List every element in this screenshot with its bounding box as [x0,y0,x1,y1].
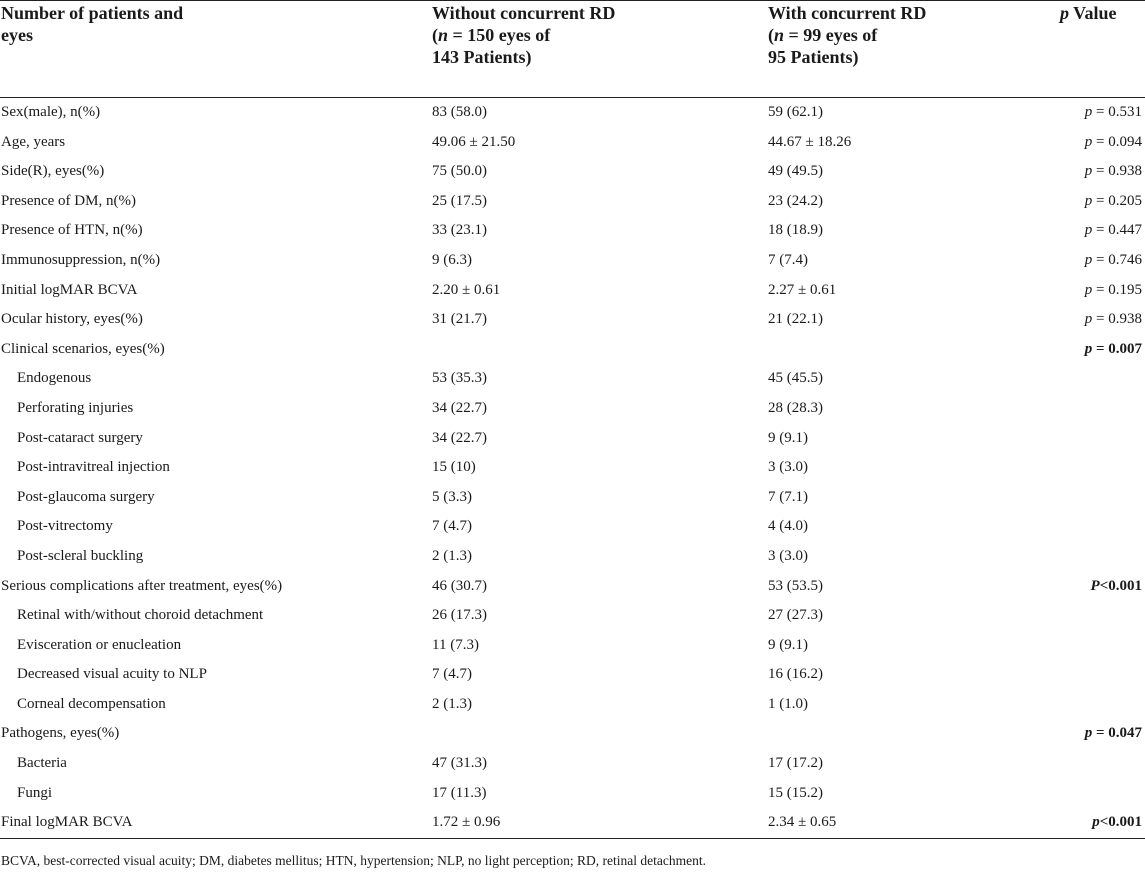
table-row [0,364,1145,394]
row-label: Post-scleral buckling [17,547,144,564]
table-row [0,187,1145,217]
row-label: Presence of DM, n(%) [1,192,136,209]
table-header [0,1,1145,98]
row-label: Endogenous [17,370,92,387]
table-row [0,572,1145,602]
row-without-rd-value: 83 (58.0) [432,104,487,120]
table-row [0,749,1145,779]
header-patients-eyes [1,2,261,46]
row-without-rd-value: 47 (31.3) [432,755,487,772]
row-without-rd-value: 1.72 ± 0.96 [432,814,501,831]
table-row [0,690,1145,720]
row-p-value: p = 0.047 [1084,725,1142,742]
row-p-value: p = 0.938 [1084,163,1142,180]
header-col3-line3: 95 Patients) [768,47,859,67]
table-row [0,719,1145,749]
header-col2-line3: 143 Patients) [432,47,532,67]
row-with-rd-value: 7 (7.1) [768,488,808,505]
row-label: Final logMAR BCVA [1,814,133,831]
table-row [0,335,1145,365]
table-row [0,542,1145,572]
row-p-value: p = 0.195 [1084,281,1142,298]
header-with-rd [768,2,988,68]
row-with-rd-value: 44.67 ± 18.26 [768,133,852,150]
header-col1-line2: eyes [1,25,33,45]
row-with-rd-value: 3 (3.0) [768,459,808,476]
row-label: Evisceration or enucleation [17,636,182,653]
table-footnote: BCVA, best-corrected visual acuity; DM, diabetes mellitus; HTN, hypertension; NLP, no light perception; RD, retinal detachment. [1,853,706,868]
row-with-rd-value: 9 (9.1) [768,636,808,653]
row-with-rd-value: 53 (53.5) [768,577,823,594]
row-without-rd-value: 2 (1.3) [432,695,472,712]
header-col2-line2: (n = 150 eyes of [432,25,551,45]
row-label: Retinal with/without choroid detachment [17,607,264,624]
row-without-rd-value: 33 (23.1) [432,222,487,239]
row-without-rd-value: 75 (50.0) [432,163,487,180]
table-row [0,779,1145,809]
table-bottom-rule [0,838,1145,839]
row-label: Bacteria [17,755,67,772]
row-label: Pathogens, eyes(%) [1,725,120,742]
table-row [0,276,1145,306]
row-with-rd-value: 23 (24.2) [768,192,823,209]
row-with-rd-value: 21 (22.1) [768,311,823,328]
row-label: Immunosuppression, n(%) [1,251,161,268]
header-col2-line1: Without concurrent RD [432,3,616,23]
row-with-rd-value: 28 (28.3) [768,399,823,416]
row-label: Post-vitrectomy [17,518,113,535]
table-row [0,453,1145,483]
row-label: Decreased visual acuity to NLP [17,666,207,683]
row-with-rd-value: 9 (9.1) [768,429,808,446]
row-without-rd-value: 34 (22.7) [432,399,487,416]
row-with-rd-value: 15 (15.2) [768,784,823,801]
row-label: Serious complications after treatment, eyes(%) [1,577,283,594]
row-with-rd-value: 2.27 ± 0.61 [768,281,837,298]
row-without-rd-value: 11 (7.3) [432,636,479,653]
table-row [0,424,1145,454]
row-label: Post-glaucoma surgery [17,488,155,505]
header-without-rd [432,2,652,68]
table-row [0,157,1145,187]
row-without-rd-value: 34 (22.7) [432,429,487,446]
row-with-rd-value: 49 (49.5) [768,163,823,180]
row-without-rd-value: 25 (17.5) [432,192,487,209]
row-label: Age, years [1,133,66,150]
row-without-rd-value: 15 (10) [432,459,476,476]
table-row [0,601,1145,631]
row-with-rd-value: 45 (45.5) [768,370,823,387]
row-p-value: p = 0.094 [1084,133,1142,150]
row-without-rd-value: 26 (17.3) [432,607,487,624]
row-without-rd-value: 2 (1.3) [432,547,472,564]
header-p-value: p Value [1060,3,1117,23]
row-label: Presence of HTN, n(%) [1,222,143,239]
row-p-value: P<0.001 [1090,577,1142,594]
row-p-value: p = 0.531 [1084,104,1142,120]
table-row [0,128,1145,158]
row-label: Sex(male), n(%) [1,104,101,120]
row-without-rd-value: 31 (21.7) [432,311,487,328]
row-label: Initial logMAR BCVA [1,281,138,298]
row-without-rd-value: 46 (30.7) [432,577,487,594]
row-with-rd-value: 16 (16.2) [768,666,823,683]
row-without-rd-value: 53 (35.3) [432,370,487,387]
header-col3-line2: (n = 99 eyes of [768,25,878,45]
row-label: Corneal decompensation [17,695,166,712]
row-with-rd-value: 3 (3.0) [768,547,808,564]
table-body [0,98,1145,838]
row-with-rd-value: 1 (1.0) [768,695,808,712]
table-row [0,512,1145,542]
row-with-rd-value: 2.34 ± 0.65 [768,814,837,831]
row-p-value: p<0.001 [1092,814,1142,831]
row-without-rd-value: 5 (3.3) [432,488,472,505]
row-p-value: p = 0.007 [1084,340,1142,357]
row-label: Side(R), eyes(%) [1,163,105,180]
row-with-rd-value: 17 (17.2) [768,755,823,772]
row-with-rd-value: 59 (62.1) [768,104,823,120]
header-col1-line1: Number of patients and [1,3,184,23]
row-without-rd-value: 7 (4.7) [432,666,472,683]
row-without-rd-value: 17 (11.3) [432,784,487,801]
table-row [0,631,1145,661]
row-with-rd-value: 27 (27.3) [768,607,823,624]
row-label: Post-cataract surgery [17,429,143,446]
table-row [0,394,1145,424]
row-with-rd-value: 4 (4.0) [768,518,808,535]
table-row [0,216,1145,246]
table-row [0,808,1145,838]
row-label: Fungi [17,784,53,801]
row-label: Clinical scenarios, eyes(%) [1,340,165,357]
row-without-rd-value: 9 (6.3) [432,251,472,268]
row-with-rd-value: 18 (18.9) [768,222,823,239]
row-without-rd-value: 7 (4.7) [432,518,472,535]
row-p-value: p = 0.938 [1084,311,1142,328]
row-without-rd-value: 49.06 ± 21.50 [432,133,516,150]
table-row [0,305,1145,335]
table-row [0,660,1145,690]
header-col3-line1: With concurrent RD [768,3,927,23]
row-without-rd-value: 2.20 ± 0.61 [432,281,501,298]
row-p-value: p = 0.205 [1084,192,1142,209]
row-label: Ocular history, eyes(%) [1,311,143,328]
row-label: Post-intravitreal injection [17,459,170,476]
row-p-value: p = 0.746 [1084,251,1142,268]
table-row [0,483,1145,513]
table-row [0,98,1145,128]
row-label: Perforating injuries [17,399,134,416]
row-with-rd-value: 7 (7.4) [768,251,808,268]
row-p-value: p = 0.447 [1084,222,1142,239]
table-row [0,246,1145,276]
